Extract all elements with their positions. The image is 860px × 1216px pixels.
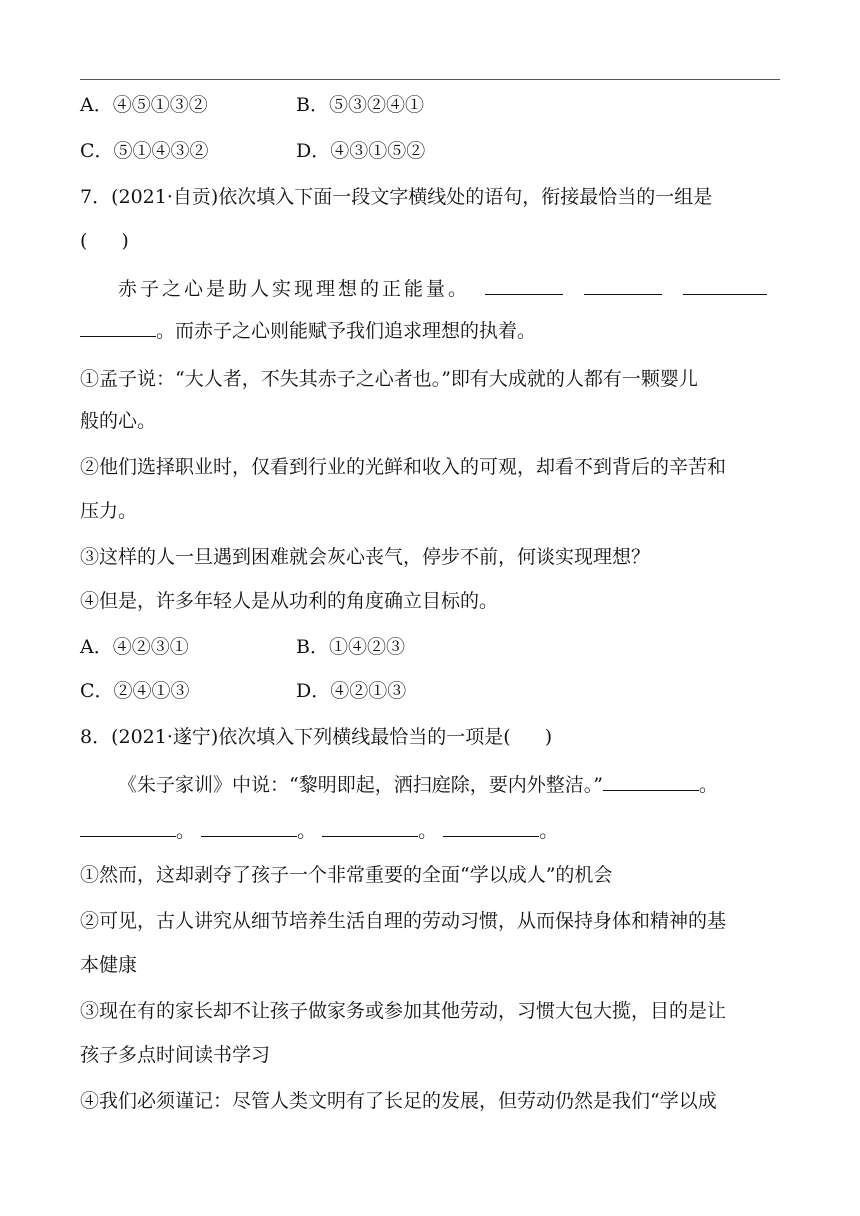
q7-paren-close: ) [121,230,129,252]
q8-passage-line1 [118,772,718,798]
q6-option-c: C．⑤①④③② [80,140,209,162]
q8-item-4: ④我们必须谨记：尽管人类文明有了长足的发展，但劳动仍然是我们“学以成 [80,1090,717,1112]
q8-item-3-cont: 孩子多点时间读书学习 [80,1044,271,1066]
q7-passage-line2 [80,318,536,344]
q8-sep-5: 。 [539,820,559,842]
q8-sep-1: 。 [698,774,718,796]
q8-sep-4: 。 [418,820,438,842]
q8-sep-3: 。 [297,820,317,842]
q7-blank-2 [584,276,662,295]
q8-blank-2 [80,818,176,837]
q7-stem: 7．(2021·自贡)依次填入下面一段文字横线处的语句，衔接最恰当的一组是 [80,186,713,208]
q7-passage-end: 。而赤子之心则能赋予我们追求理想的执着。 [156,320,537,342]
q8-passage-line2 [80,818,558,844]
q7-paren-open: ( [80,230,88,252]
q8-sep-2: 。 [176,820,196,842]
q6-option-a: A．④⑤①③② [80,94,208,116]
q7-item-3: ③这样的人一旦遇到困难就会灰心丧气，停步不前，何谈实现理想？ [80,546,651,568]
q8-item-2-cont: 本健康 [80,954,138,976]
q8-stem-text: 8．(2021·遂宁)依次填入下列横线最恰当的一项是( [80,726,511,748]
q8-item-1: ①然而，这却剥夺了孩子一个非常重要的全面“学以成人”的机会 [80,864,613,886]
q8-item-3: ③现在有的家长却不让孩子做家务或参加其他劳动，习惯大包大揽，目的是让 [80,1000,727,1022]
q8-blank-3 [201,818,297,837]
q8-stem-close: ) [544,726,553,748]
q7-blank-1 [485,276,563,295]
q7-passage-start: 赤子之心是助人实现理想的正能量。 [118,278,471,300]
q8-stem [80,724,552,750]
q7-answer-paren [80,228,129,254]
q7-option-d: D．④②①③ [296,680,407,702]
q7-item-1: ①孟子说：“大人者，不失其赤子之心者也。”即有大成就的人都有一颗婴儿 [80,368,698,390]
q7-option-b: B．①④②③ [296,636,405,658]
q7-item-4: ④但是，许多年轻人是从功利的角度确立目标的。 [80,590,499,612]
q7-item-2-cont: 压力。 [80,500,138,522]
q6-option-d: D．④③①⑤② [296,140,426,162]
q6-option-b: B．⑤③②④① [296,94,424,116]
q8-item-2: ②可见，古人讲究从细节培养生活自理的劳动习惯，从而保持身体和精神的基 [80,910,727,932]
header-rule [80,79,780,80]
q7-item-2: ②他们选择职业时，仅看到行业的光鲜和收入的可观，却看不到背后的辛苦和 [80,456,727,478]
q8-blank-4 [322,818,418,837]
q7-blank-3 [683,276,767,295]
q7-option-c: C．②④①③ [80,680,190,702]
q8-blank-1 [603,772,699,791]
q7-passage-line1 [118,276,767,302]
q7-item-1-cont: 般的心。 [80,410,157,432]
q8-passage-start: 《朱子家训》中说：“黎明即起，洒扫庭除，要内外整洁。” [118,774,603,796]
q7-blank-4 [80,318,156,337]
q7-option-a: A．④②③① [80,636,189,658]
q8-blank-5 [443,818,539,837]
